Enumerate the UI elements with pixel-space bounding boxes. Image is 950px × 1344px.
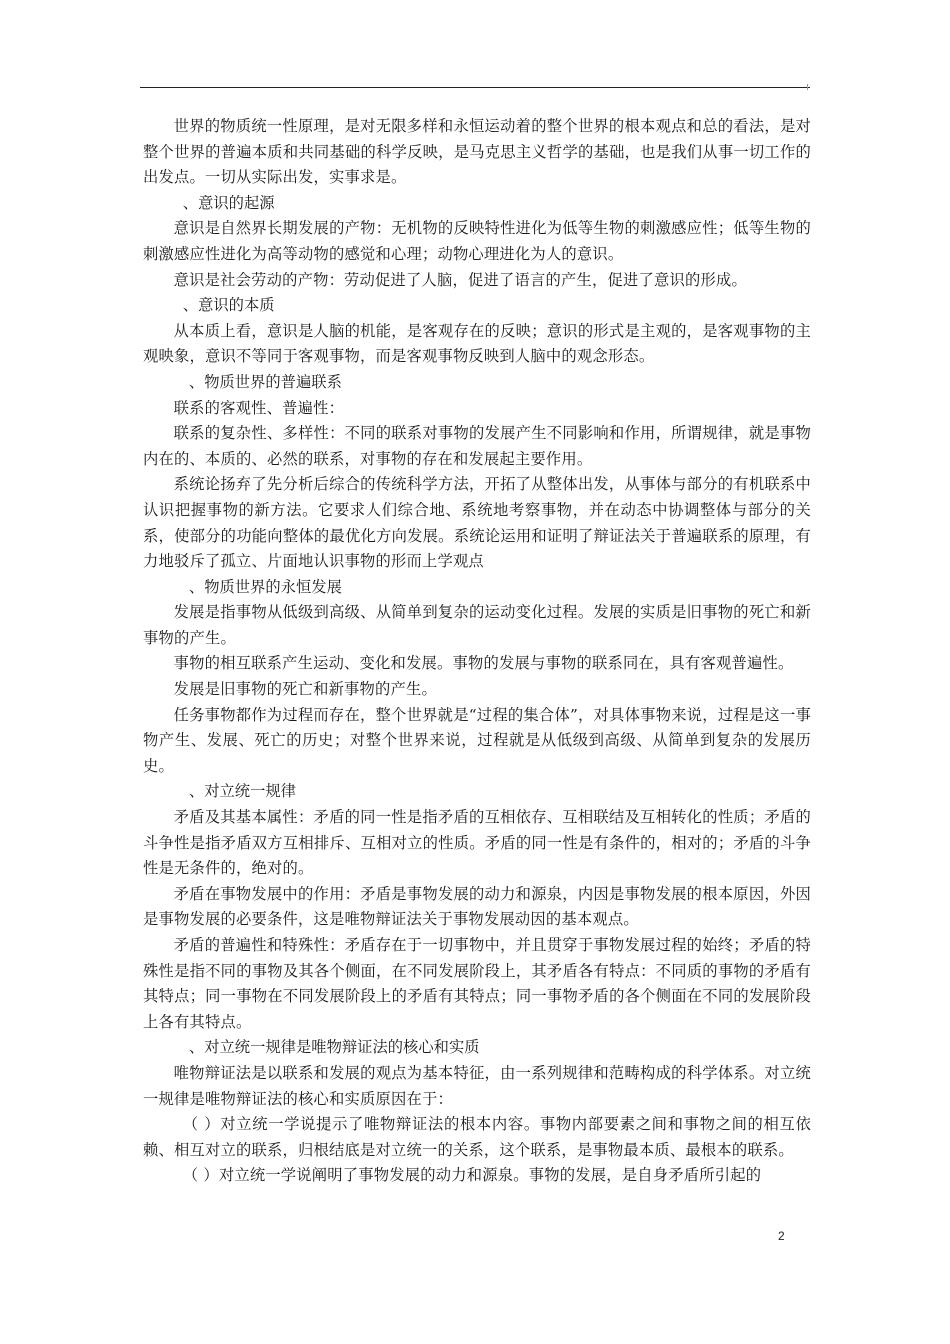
section-heading: 、物质世界的普遍联系 (188, 372, 342, 391)
section-heading: 、对立统一规律 (188, 782, 296, 801)
section-heading: 、意识的起源 (182, 193, 275, 212)
section-heading: 、意识的本质 (182, 296, 275, 315)
section-heading: 、物质世界的永恒发展 (188, 577, 342, 596)
section-heading: 、对立统一规律是唯物辩证法的核心和实质 (188, 1038, 480, 1057)
paragraph: 世界的物质统一性原理，是对无限多样和永恒运动着的整个世界的根本观点和总的看法，是对整个世界的普遍本质和共同基础的科学反映，是马克思主义哲学的基础，也是我们从事一切工作的出发点。一切从实际出发，实事求是。 (143, 117, 811, 187)
paragraph: 矛盾及其基本属性：矛盾的同一性是指矛盾的互相依存、互相联结及互相转化的性质；矛盾的斗争性是指矛盾双方互相排斥、互相对立的性质。矛盾的同一性是有条件的，相对的；矛盾的斗争性是无条件的，绝对的。 (143, 808, 811, 878)
paragraph: 矛盾在事物发展中的作用：矛盾是事物发展的动力和源泉，内因是事物发展的根本原因，外因是事物发展的必要条件，这是唯物辩证法关于事物发展动因的基本观点。 (143, 884, 811, 929)
paragraph: 意识是自然界长期发展的产物：无机物的反映特性进化为低等生物的刺激感应性；低等生物的刺激感应性进化为高等动物的感觉和心理；动物心理进化为人的意识。 (143, 219, 811, 263)
paragraph: 事物的相互联系产生运动、变化和发展。事物的发展与事物的联系同在，具有客观普遍性。 (173, 654, 794, 673)
paragraph: 联系的客观性、普遍性： (173, 398, 345, 417)
numbered-paragraph: （ ）对立统一学说提示了唯物辩证法的根本内容。事物内部要素之间和事物之间的相互依赖、相互对立的联系，归根结底是对立统一的关系，这个联系，是事物最本质、最根本的联系。 (143, 1115, 811, 1159)
header-corner-mark (807, 84, 811, 90)
paragraph: 意识是社会劳动的产物：劳动促进了人脑，促进了语言的产生，促进了意识的形成。 (173, 270, 747, 289)
numbered-paragraph: （ ）对立统一学说阐明了事物发展的动力和源泉。事物的发展，是自身矛盾所引起的 (182, 1166, 762, 1185)
header-rule (140, 87, 810, 88)
paragraph: 发展是指事物从低级到高级、从简单到复杂的运动变化过程。发展的实质是旧事物的死亡和新事物的产生。 (143, 603, 811, 647)
page-number: 2 (778, 1229, 785, 1243)
paragraph: 任务事物都作为过程而存在，整个世界就是“过程的集合体”，对具体事物来说，过程是这一事物产生、发展、死亡的历史；对整个世界来说，过程就是从低级到高级、从简单到复杂的发展历史。 (143, 705, 811, 775)
paragraph: 从本质上看，意识是人脑的机能，是客观存在的反映；意识的形式是主观的，是客观事物的主观映象，意识不等同于客观事物，而是客观事物反映到人脑中的观念形态。 (143, 321, 811, 366)
paragraph: 发展是旧事物的死亡和新事物的产生。 (173, 680, 438, 699)
paragraph: 矛盾的普遍性和特殊性：矛盾存在于一切事物中，并且贯穿于事物发展过程的始终；矛盾的特殊性是指不同的事物及其各个侧面，在不同发展阶段上，其矛盾各有特点：不同质的事物的矛盾有其特点；同一事物在不同发展阶段上的矛盾有其特点；同一事物矛盾的各个侧面在不同的发展阶段上各有其特点。 (143, 936, 811, 1031)
document-body (143, 114, 811, 1189)
paragraph: 联系的复杂性、多样性：不同的联系对事物的发展产生不同影响和作用，所谓规律，就是事物内在的、本质的、必然的联系，对事物的存在和发展起主要作用。 (143, 424, 811, 468)
paragraph: 系统论扬弃了先分析后综合的传统科学方法，开拓了从整体出发，从事体与部分的有机联系中认识把握事物的新方法。它要求人们综合地、系统地考察事物，并在动态中协调整体与部分的关系，使部分的功能向整体的最优化方向发展。系统论运用和证明了辩证法关于普遍联系的原理，有力地驳斥了孤立、片面地认识事物的形而上学观点 (143, 475, 811, 571)
paragraph: 唯物辩证法是以联系和发展的观点为基本特征，由一系列规律和范畴构成的科学体系。对立统一规律是唯物辩证法的核心和实质原因在于： (143, 1063, 811, 1108)
